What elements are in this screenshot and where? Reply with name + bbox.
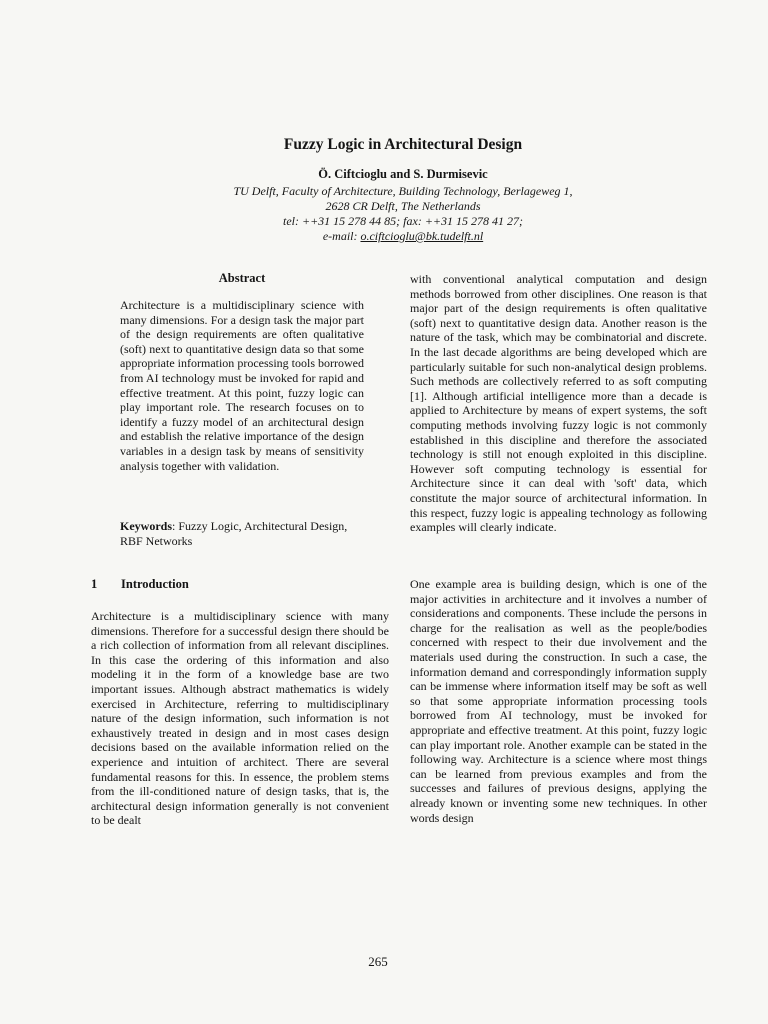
abstract-text: Architecture is a multidisciplinary science with many dimensions. For a design task the major part of the design requirements are often qualitative (soft) next to quantitative design data so that some appropriate information processing tools borrowed from AI technology must be invoked for rapid and effective treatment. At this point, fuzzy logic can play important role. The research focuses on to identify a fuzzy model of an architectural design and establish the relative importance of the design variables in a design task by means of sensitivity analysis together with validation. (120, 298, 364, 473)
email-label: e-mail: (322, 229, 361, 243)
section-title: Introduction (121, 577, 189, 591)
page-number: 265 (368, 954, 388, 969)
paper-title: Fuzzy Logic in Architectural Design (283, 136, 523, 153)
paper-authors: Ö. Ciftcioglu and S. Durmisevic (318, 167, 488, 181)
keywords-label: Keywords (120, 519, 172, 533)
keywords-text: : Fuzzy Logic, Architectural Design, RBF Networks (120, 519, 348, 548)
intro-paragraph-right-1: with conventional analytical computation and design methods borrowed from other disciplines. One reason is that major part of the design requirements is often qualitative (soft) next to quantitative design data. Another reason is the nature of the task, which may be combinatorial and discrete. In the last decade algorithms are being developed which are particularly suitable for such non-analytical design problems. Such methods are collectively referred to as soft computing [1]. Although artificial intelligence more than a decade is applied to Architecture by means of expert systems, the soft computing methods involving fuzzy logic is not commonly established in this discipline and therefore the associated technology is still not enough exploited in this discipline. However soft computing technology is essential for Architecture since it can deal with 'soft' data, which constitute the major source of architectural information. In this respect, fuzzy logic is appealing technology as following examples will clearly indicate. (410, 272, 707, 535)
contact-line: tel: ++31 15 278 44 85; fax: ++31 15 278 41 27; (282, 214, 524, 228)
section-heading (91, 577, 389, 592)
affiliation-line-1: TU Delft, Faculty of Architecture, Building Technology, Berlageweg 1, (233, 184, 573, 198)
keywords (120, 519, 364, 548)
affiliation-line-2: 2628 CR Delft, The Netherlands (325, 199, 481, 213)
email-link[interactable]: o.ciftcioglu@bk.tudelft.nl (360, 229, 484, 243)
email-line (0, 229, 768, 244)
intro-paragraph-right-2: One example area is building design, which is one of the major activities in architecture and it involves a number of considerations and components. These include the persons in charge for the realisation as well as the people/bodies concerned with respect to their due involvement and the materials used during the construction. In such a case, the information demand and correspondingly information supply can be immense where information itself may be soft as well so that some appropriate information processing tools borrowed from AI technology, must be invoked for appropriate and effective treatment. At this point, fuzzy logic can play important role. Another example can be stated in the following way. Architecture is a science where most things can be learned from previous examples and from the successes and failures of previous designs, applying the already known or inventing some new techniques. In other words design (410, 577, 707, 825)
abstract-heading: Abstract (218, 271, 266, 285)
intro-paragraph-left: Architecture is a multidisciplinary science with many dimensions. Therefore for a successful design there should be a rich collection of information from all relevant disciplines. In this case the ordering of this information and also modeling it in the form of a knowledge base are two important issues. Although abstract mathematics is widely exercised in Architecture, referring to multidisciplinary nature of the design information, such information is not exhaustively treated in design and in most cases design decisions based on the available information relied on the experience and intuition of architect. There are several fundamental reasons for this. In essence, the problem stems from the ill-conditioned nature of design tasks, that is, the architectural design information generally is not convenient to be dealt (91, 609, 389, 828)
section-number: 1 (91, 577, 98, 591)
